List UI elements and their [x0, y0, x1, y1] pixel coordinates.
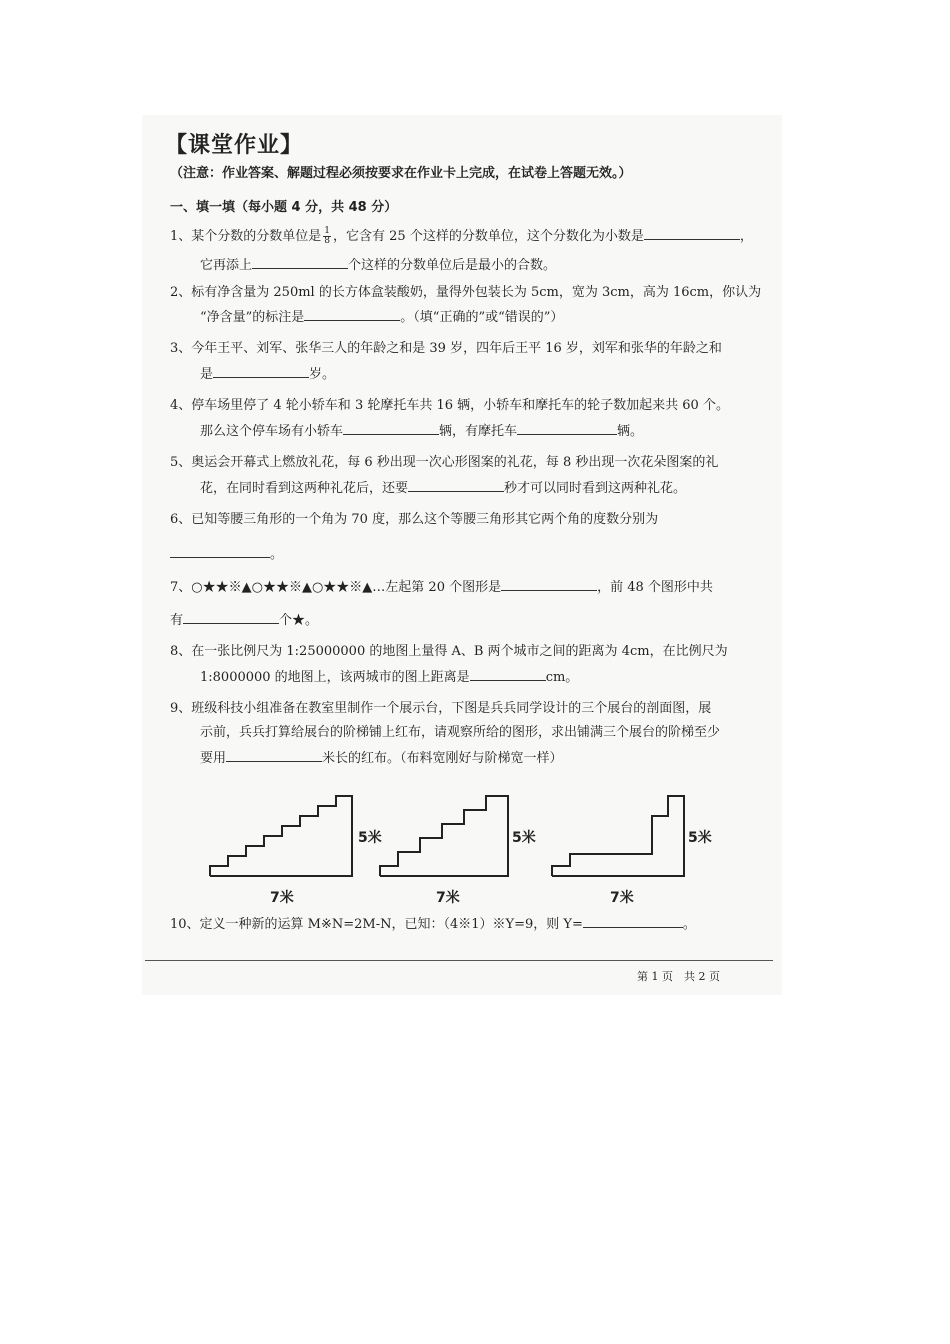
question-5-line-1: 5、奥运会开幕式上燃放礼花，每 6 秒出现一次心形图案的礼花，每 8 秒出现一次花朵图案的礼: [170, 455, 719, 470]
stair-figures: [200, 790, 740, 910]
staircase-outline: [552, 796, 684, 876]
question-2-line-2: [200, 308, 563, 326]
question-9-line-1: 9、班级科技小组准备在教室里制作一个展示台，下图是兵兵同学设计的三个展台的剖面图，展: [170, 701, 712, 716]
q7-text-d: 个★。: [279, 613, 319, 628]
q5-text-b: 花，在同时看到这两种礼花后，还要: [200, 481, 409, 496]
question-6-line-2: [170, 545, 283, 563]
question-1-line-1: [170, 227, 753, 246]
answer-blank[interactable]: [304, 308, 400, 321]
staircase-outline: [210, 796, 352, 876]
stair-figure-3: [552, 796, 712, 906]
q4-text-b: 那么这个停车场有小轿车: [200, 424, 344, 439]
q1-text-d: 它再添上: [200, 258, 253, 273]
width-label: 7米: [436, 890, 460, 906]
q9-text-c: 要用: [200, 751, 227, 766]
question-9-line-2: 示前，兵兵打算给展台的阶梯铺上红布，请观察所给的图形，求出铺满三个展台的阶梯至少: [200, 725, 721, 740]
question-3-line-1: 3、今年王平、刘军、张华三人的年龄之和是 39 岁，四年后王平 16 岁，刘军和张华的年龄之和: [170, 341, 722, 356]
answer-blank[interactable]: [470, 668, 546, 681]
notice-text: （注意：作业答案、解题过程必须按要求在作业卡上完成，在试卷上答题无效。）: [170, 166, 632, 181]
width-label: 7米: [270, 890, 294, 906]
q10-text-a: 10、定义一种新的运算 M※N=2M-N，已知：（4※1）※Y=9，则 Y=: [170, 917, 583, 932]
q5-text-c: 秒才可以同时看到这两种礼花。: [504, 481, 687, 496]
question-1-line-2: [200, 256, 556, 274]
q9-text-d: 米长的红布。（布料宽刚好与阶梯宽一样）: [322, 751, 563, 766]
width-label: 7米: [610, 890, 634, 906]
staircase-outline: [380, 796, 508, 876]
q8-text-c: cm。: [545, 670, 579, 685]
question-9-line-3: [200, 749, 563, 767]
q4-text-c: 辆，有摩托车: [439, 424, 518, 439]
q7-text-b: ，前 48 个图形中共: [597, 580, 713, 595]
stair-figure-1: [210, 796, 382, 906]
q8-text-b: 1:8000000 的地图上，该两城市的图上距离是: [200, 670, 470, 685]
q1-text-c: ，: [739, 229, 753, 244]
footer-divider: [145, 960, 773, 961]
q2-text-c: 。（填“正确的”或“错误的”）: [400, 310, 564, 325]
question-2-line-1: 2、标有净含量为 250ml 的长方体盒装酸奶，量得外包装长为 5cm，宽为 3cm，高为 16cm，你认为: [170, 285, 762, 300]
q1-text-e: 个这样的分数单位后是最小的合数。: [348, 258, 557, 273]
question-7-line-1: [170, 578, 713, 596]
stair-figure-2: [380, 796, 536, 906]
answer-blank[interactable]: [408, 479, 504, 492]
q7-text-c: 有: [170, 613, 184, 628]
q6-text-b: 。: [270, 547, 284, 562]
q1-text-a: 1、某个分数的分数单位是: [170, 229, 322, 244]
height-label: 5米: [512, 830, 536, 846]
q10-text-b: 。: [682, 917, 696, 932]
section-heading: 一、填一填（每小题 4 分，共 48 分）: [170, 200, 398, 215]
answer-blank[interactable]: [170, 545, 270, 558]
question-6-line-1: 6、已知等腰三角形的一个角为 70 度，那么这个等腰三角形其它两个角的度数分别为: [170, 512, 659, 527]
page-title: 【课堂作业】: [165, 133, 304, 158]
height-label: 5米: [358, 830, 382, 846]
fraction: [323, 227, 331, 246]
q2-text-b: “净含量”的标注是: [200, 310, 305, 325]
q3-text-c: 岁。: [309, 367, 336, 382]
answer-blank[interactable]: [644, 227, 740, 240]
answer-blank[interactable]: [213, 365, 309, 378]
q4-text-d: 辆。: [617, 424, 644, 439]
fraction-numerator: 1: [324, 226, 331, 236]
question-4-line-1: 4、停车场里停了 4 轮小轿车和 3 轮摩托车共 16 辆，小轿车和摩托车的轮子数加起来共 60 个。: [170, 398, 729, 413]
question-7-line-2: [170, 611, 318, 629]
answer-blank[interactable]: [517, 422, 617, 435]
answer-blank[interactable]: [252, 256, 348, 269]
height-label: 5米: [688, 830, 712, 846]
question-8-line-1: 8、在一张比例尺为 1:25000000 的地图上量得 A、B 两个城市之间的距离为 4cm，在比例尺为: [170, 644, 728, 659]
answer-blank[interactable]: [183, 611, 279, 624]
answer-blank[interactable]: [501, 578, 597, 591]
question-3-line-2: [200, 365, 335, 383]
q1-text-b: ，它含有 25 个这样的分数单位，这个分数化为小数是: [333, 229, 644, 244]
question-8-line-2: [200, 668, 578, 686]
question-10: [170, 915, 696, 933]
fraction-denominator: 8: [324, 236, 331, 246]
q7-text-a: 7、○★★※▲○★★※▲○★★※▲…左起第 20 个图形是: [170, 580, 502, 595]
q3-text-b: 是: [200, 367, 214, 382]
answer-blank[interactable]: [343, 422, 439, 435]
question-5-line-2: [200, 479, 686, 497]
question-4-line-2: [200, 422, 643, 440]
answer-blank[interactable]: [226, 749, 322, 762]
page-number: 第 1 页 共 2 页: [637, 970, 720, 983]
answer-blank[interactable]: [583, 915, 683, 928]
